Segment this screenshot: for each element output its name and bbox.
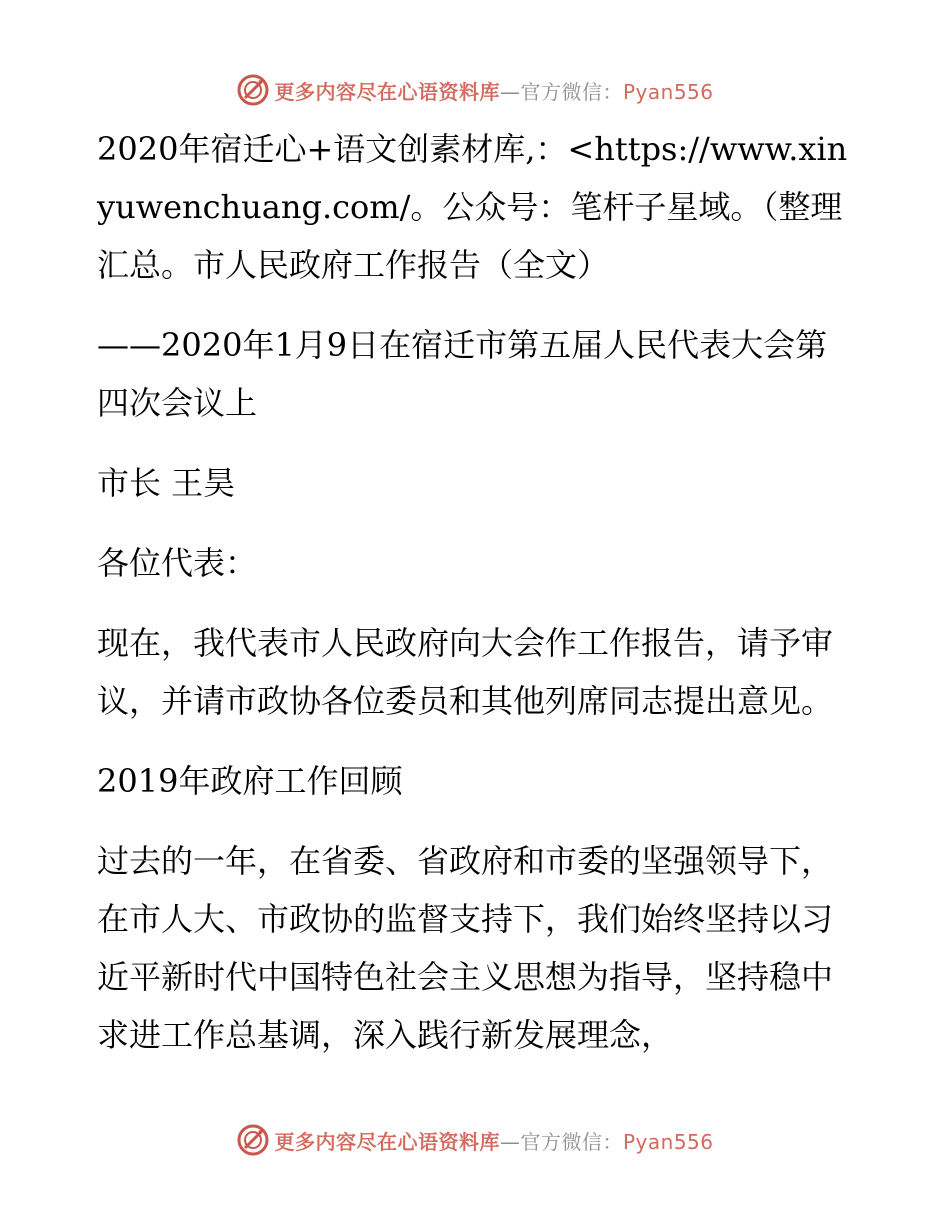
banner-wechat-id: Pyan556	[622, 79, 714, 104]
header-watermark	[0, 70, 950, 110]
section-heading: 2019年政府工作回顾	[97, 762, 403, 800]
banner-main-text: 更多内容尽在心语资料库	[274, 79, 500, 104]
paragraph-opening: 现在，我代表市人民政府向大会作工作报告，请予审议，并请市政协各位委员和其他列席同志提出意见。	[97, 624, 834, 720]
paragraph-meeting: ——2020年1月9日在宿迁市第五届人民代表大会第四次会议上	[97, 326, 828, 422]
banner-dash: —	[499, 79, 521, 104]
paragraph-salutation: 各位代表：	[97, 544, 258, 582]
banner-official-label: 官方微信：	[520, 1129, 623, 1154]
paragraph-review: 过去的一年，在省委、省政府和市委的坚强领导下，在市人大、市政协的监督支持下，我们始终坚持以习近平新时代中国特色社会主义思想为指导，坚持稳中求进工作总基调，深入践行新发展理念，	[97, 842, 834, 1054]
document-body	[97, 120, 857, 1064]
logo-icon	[236, 1123, 270, 1157]
logo-icon	[236, 73, 270, 107]
footer-watermark	[0, 1120, 950, 1160]
paragraph-intro: 2020年宿迁心+语文创素材库,：<https://www.xinyuwenchuang.com/。公众号：笔杆子星域。（整理汇总。市人民政府工作报告（全文）	[97, 130, 848, 284]
banner-main-text: 更多内容尽在心语资料库	[274, 1129, 500, 1154]
banner-dash: —	[499, 1129, 521, 1154]
banner-wechat-id: Pyan556	[622, 1129, 714, 1154]
banner-official-label: 官方微信：	[520, 79, 623, 104]
paragraph-speaker: 市长 王昊	[97, 464, 236, 502]
